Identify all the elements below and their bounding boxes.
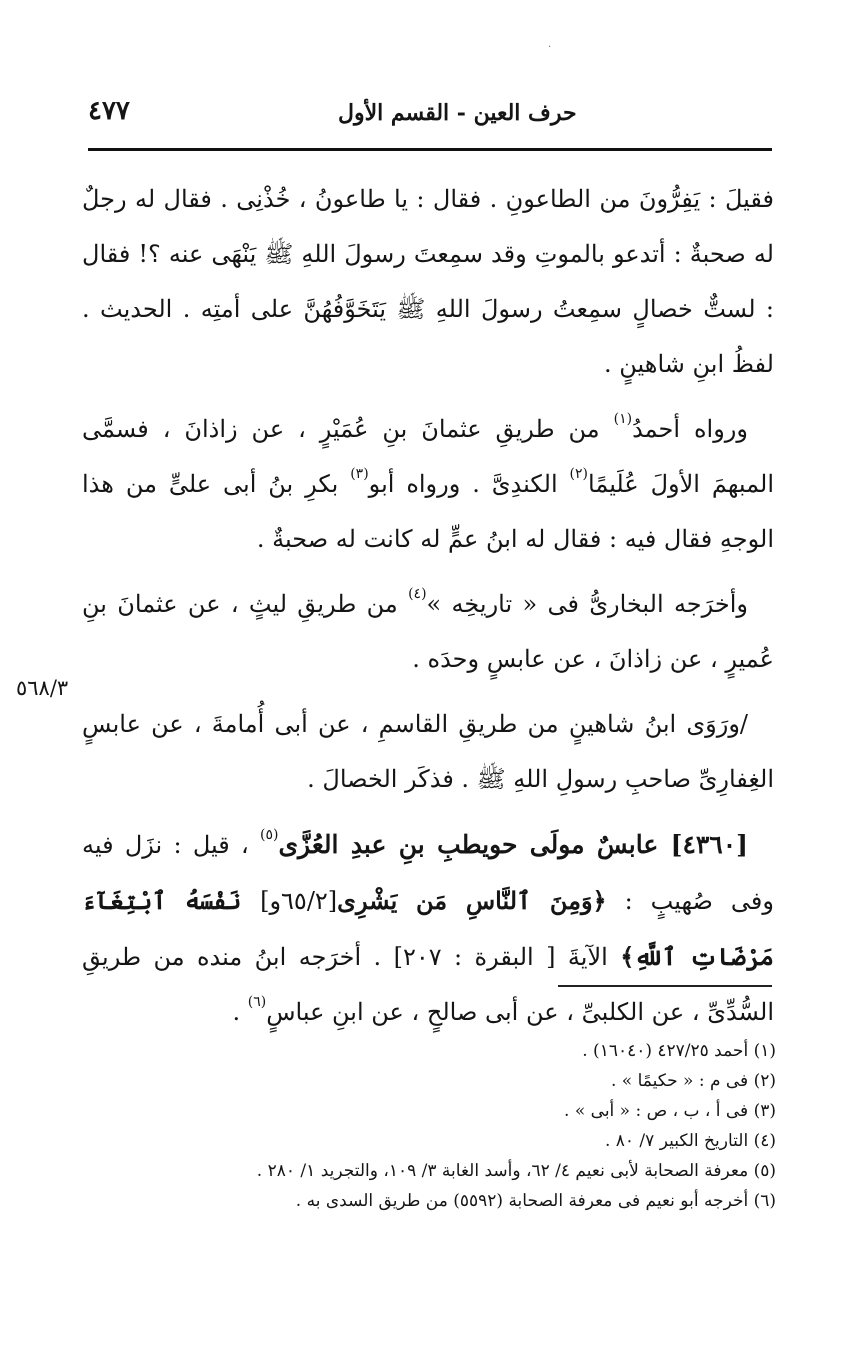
- paragraph-2-part-3: الكندِىَّ . ورواه أبو: [368, 470, 570, 498]
- footnote-2: (٢) فى م : « حكيمًا » .: [610, 1071, 776, 1091]
- footnote-6: (٦) أخرجه أبو نعيم فى معرفة الصحابة (٥٥٩٢) من طريق السدى به .: [295, 1191, 776, 1211]
- paragraph-5-entry: [82, 817, 774, 1040]
- paragraph-5-part-1: ، قيل : نزَل فيه وفى صُهيبٍ :: [82, 831, 774, 915]
- paragraph-2-part-4: بكرِ بنُ أبى علىٍّ من هذا الوجهِ فقال فيه : فقال له ابنُ عمٍّ له كانت له صحبةٌ .: [82, 470, 774, 553]
- paragraph-4: [82, 697, 774, 807]
- footnote-1: (١) أحمد ٤٢٧/٢٥ (١٦٠٤٠) .: [582, 1041, 776, 1061]
- paragraph-5-part-3: .: [232, 998, 248, 1026]
- paragraph-1-text: فقيلَ : يَفِرُّونَ من الطاعونِ . فقال : يا طاعونُ ، خُذْنِى . فقال له رجلٌ له صحبةٌ : أتدعو بالموتِ وقد سمِعتَ رسولَ اللهِ ﷺ يَنْهَى عنه ؟! فقال : لستٌّ خصالٍ سمِعتُ رسولَ اللهِ ﷺ يَتَخَوَّفُهُنَّ على أمتِه . الحديث . لفظُ ابنِ شاهينٍ .: [82, 185, 774, 378]
- footnote-4: (٤) التاريخ الكبير ٧/ ٨٠ .: [604, 1131, 776, 1151]
- footnote-ref-2: (٢): [569, 466, 588, 482]
- page-number: ٤٧٧: [88, 96, 130, 126]
- footnote-separator: [558, 985, 772, 987]
- footnote-5: (٥) معرفة الصحابة لأبى نعيم ٤/ ٦٢، وأسد الغابة ٣/ ١٠٩، والتجريد ١/ ٢٨٠ .: [256, 1161, 776, 1181]
- page-header: [88, 96, 772, 142]
- paragraph-2-part-2: من طريقِ عثمانَ بنِ عُمَيْرٍ ، عن زاذانَ ، فسمَّى المبهمَ الأولَ عُلَيمًا: [82, 415, 775, 498]
- footnote-ref-5: (٥): [260, 827, 279, 843]
- paragraph-5-part-2: الآيةَ [ البقرة : ٢٠٧] . أخرَجه ابنُ منده من طريقِ السُّدِّىِّ ، عن الكلبىِّ ، عن أبى صالحٍ ، عن ابنِ عباسٍ: [82, 943, 774, 1026]
- footnotes: [150, 1036, 776, 1216]
- footnote-ref-4: (٤): [408, 586, 427, 602]
- footnote-ref-6: (٦): [247, 994, 267, 1010]
- entry-title: [٤٣٦٠] عابسٌ مولَى حويطبِ بنِ عبدِ العُزَّى: [278, 830, 748, 859]
- paragraph-3: [82, 577, 774, 687]
- footnote-ref-3: (٣): [350, 466, 369, 482]
- margin-note: ٥٦٨/٣: [16, 676, 69, 700]
- paragraph-2-part-1: ورواه أحمدُ: [632, 415, 748, 443]
- paragraph-3-part-1: وأخرَجه البخارىُّ فى « تاريخِه »: [426, 590, 748, 618]
- main-text: [82, 172, 774, 1046]
- footnote-3: (٣) فى أ ، ب ، ص : « أبى » .: [564, 1101, 776, 1121]
- page-ornament: ·: [548, 42, 552, 53]
- quran-verse-part-1: ﴿وَمِنَ ٱلنَّاسِ مَن يَشْرِى: [337, 886, 607, 915]
- footnote-ref-1: (١): [613, 411, 633, 427]
- quran-verse-part-2: نَفْسَهُ ٱبْتِغَآءَ مَرْضَاتِ ٱللَّهِ﴾: [82, 886, 774, 971]
- paragraph-3-part-2: من طريقِ ليثٍ ، عن عثمانَ بنِ عُميرٍ ، عن زاذانَ ، عن عابسٍ وحدَه .: [82, 590, 774, 673]
- paragraph-4-text: /ورَوَى ابنُ شاهينٍ من طريقِ القاسمِ ، عن أبى أُمامةَ ، عن عابسٍ الغِفارِىِّ صاحبِ رسولِ اللهِ ﷺ . فذكَر الخصالَ .: [82, 710, 774, 793]
- verse-reference: [٦٥/٢و]: [260, 887, 338, 915]
- header-rule: [88, 148, 772, 151]
- paragraph-1: [82, 172, 774, 392]
- running-title: حرف العين - القسم الأول: [338, 100, 577, 126]
- paragraph-2: [82, 402, 774, 567]
